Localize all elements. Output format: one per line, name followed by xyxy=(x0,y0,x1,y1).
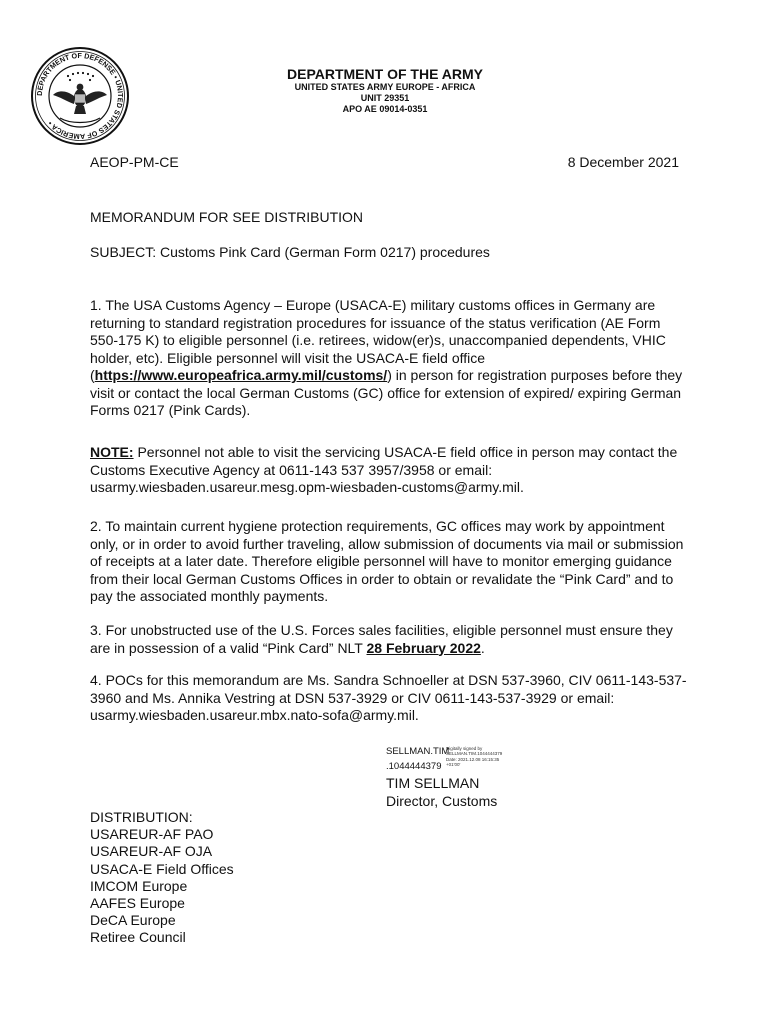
paragraph-4: 4. POCs for this memorandum are Ms. Sandra Schnoeller at DSN 537-3960, CIV 0611-143-537-3960 and Ms. Annika Vestring at DSN 537-3929 or CIV 0611-143-537-3929 or email: usarmy.wiesbaden.usareur.mbx.nato-sofa@army.mil. xyxy=(90,672,687,723)
signer-name: TIM SELLMAN xyxy=(386,775,480,791)
signature-block xyxy=(386,775,497,810)
paragraph-3-end: . xyxy=(480,639,485,656)
distribution-list xyxy=(90,809,234,947)
memorandum-for: MEMORANDUM FOR SEE DISTRIBUTION xyxy=(90,209,364,225)
note-paragraph xyxy=(90,444,690,497)
memo-date: 8 December 2021 xyxy=(567,154,679,170)
distribution-item: USAREUR-AF PAO xyxy=(90,826,214,843)
deadline-date: 28 February 2022 xyxy=(366,639,481,656)
paragraph-1 xyxy=(90,297,690,420)
office-symbol: AEOP-PM-CE xyxy=(90,154,179,170)
letterhead-apo: APO AE 09014-0351 xyxy=(342,104,428,114)
digital-signature-name: SELLMAN.TIM .1044444379 xyxy=(386,746,450,772)
distribution-item: DeCA Europe xyxy=(90,912,176,929)
distribution-heading: DISTRIBUTION: xyxy=(90,809,193,825)
letterhead-unit: UNIT 29351 xyxy=(360,93,410,103)
distribution-item: AAFES Europe xyxy=(90,895,185,912)
note-text: Personnel not able to visit the servicing USACA-E field office in person may contact the Customs Executive Agency at 0611-143 537 3957/3958 or email: usarmy.wiesbaden.usareur.mesg.opm-wiesbaden-customs@army.mil. xyxy=(90,444,678,495)
paragraph-1-text-end: ) in person for registration purposes before they visit or contact the local German Customs (GC) office for extension of expired/ expiring German Forms 0217 (Pink Cards). xyxy=(90,367,683,418)
customs-website-link[interactable]: https://www.europeafrica.army.mil/customs/ xyxy=(94,367,388,383)
department-of-defense-seal xyxy=(30,46,130,146)
note-label: NOTE: xyxy=(90,444,134,460)
distribution-item: IMCOM Europe xyxy=(90,877,188,894)
digital-signature-details: Digitally signed by SELLMAN.TIM.1044444379 Date: 2021.12.08 16:15:35 +01'00' xyxy=(446,746,503,768)
signer-title: Director, Customs xyxy=(386,792,498,809)
memo-subject: SUBJECT: Customs Pink Card (German Form 0217) procedures xyxy=(90,244,490,260)
letterhead xyxy=(230,66,540,115)
paragraph-2: 2. To maintain current hygiene protection requirements, GC offices may work by appointment only, or in order to avoid further traveling, allow submission of documents via mail or submission of receipts at a later date. Therefore eligible personnel will have to monitor emerging guidance from their local German Customs Offices in order to obtain or revalidate the “Pink Card” and to pay the associated monthly payments. xyxy=(90,518,684,604)
paragraph-3-text: 3. For unobstructed use of the U.S. Forces sales facilities, eligible personnel must ensure they are in possession of a valid “Pink Card” NLT xyxy=(90,622,673,656)
letterhead-command: UNITED STATES ARMY EUROPE - AFRICA xyxy=(294,82,476,92)
paragraph-1-text-start: 1. The USA Customs Agency – Europe (USACA-E) military customs offices in Germany are returning to standard registration procedures for issuance of the status verification (AE Form 550-175 K) to eligible personnel (i.e. retirees, widow(er)s, unaccompanied dependents, VHIC holder, etc). Eligible personnel will visit the USACA-E field office ( xyxy=(90,297,666,383)
seal-ring-text: DEPARTMENT OF DEFENSE • UNITED STATES OF AMERICA • xyxy=(34,50,126,142)
paragraph-3 xyxy=(90,622,690,657)
distribution-item: USACA-E Field Offices xyxy=(90,860,234,877)
letterhead-title: DEPARTMENT OF THE ARMY xyxy=(287,66,483,82)
distribution-item: USAREUR-AF OJA xyxy=(90,843,213,860)
distribution-item: Retiree Council xyxy=(90,929,186,946)
